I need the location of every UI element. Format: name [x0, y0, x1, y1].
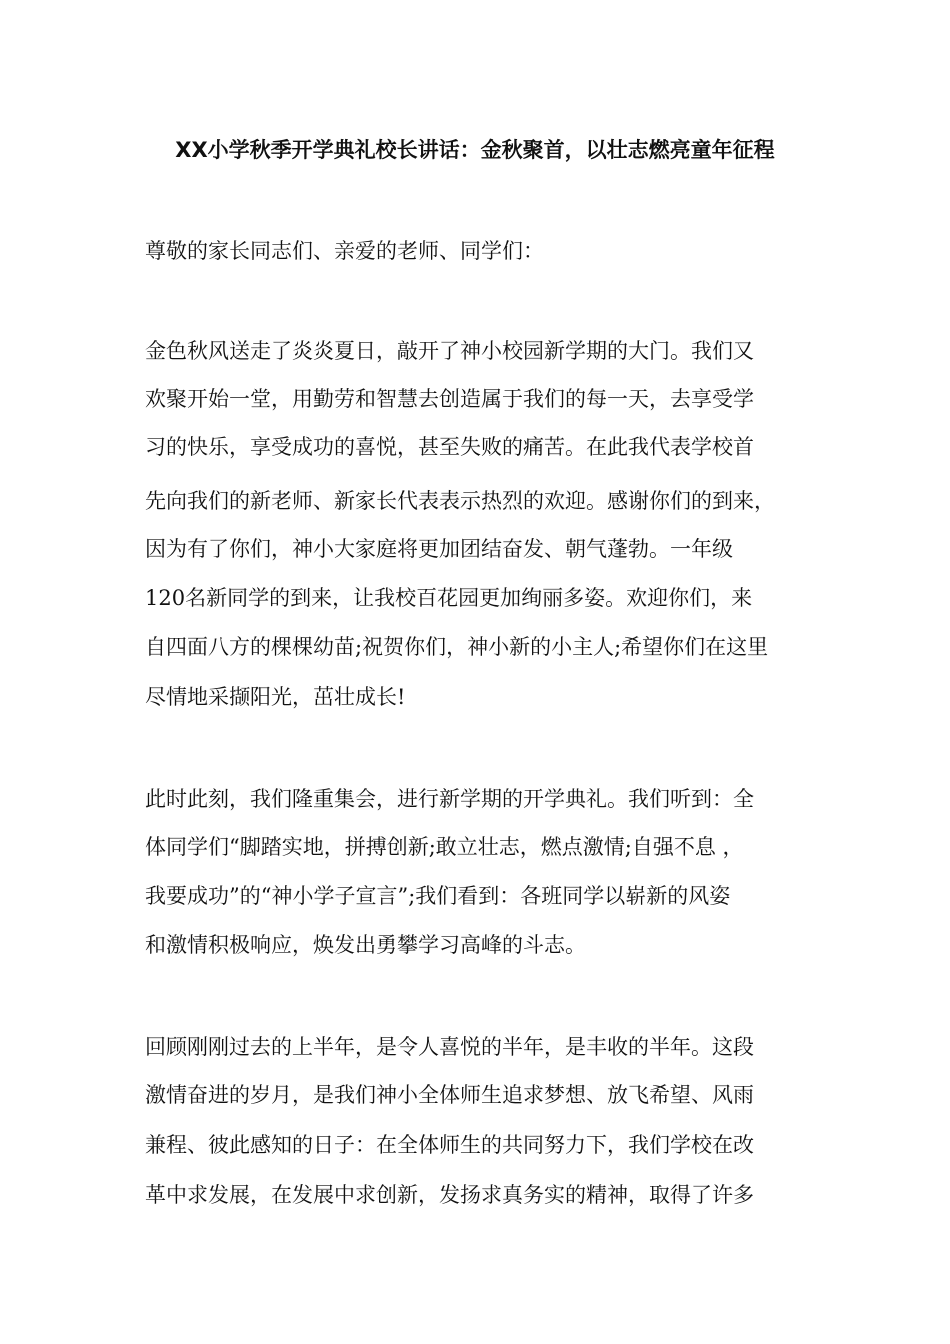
greeting: 尊敬的家长同志们、亲爱的老师、同学们： — [145, 239, 544, 263]
paragraph-line: 因为有了你们，神小大家庭将更加团结奋发、朝气蓬勃。一年级 — [145, 537, 733, 561]
paragraph-line: 120名新同学的到来，让我校百花园更加绚丽多姿。欢迎你们，来 — [145, 586, 753, 610]
paragraph-line: 兼程、彼此感知的日子：在全体师生的共同努力下，我们学校在改 — [145, 1133, 754, 1157]
paragraph-line: 金色秋风送走了炎炎夏日，敲开了神小校园新学期的大门。我们又 — [145, 339, 754, 363]
document-title: XX小学秋季开学典礼校长讲话：金秋聚首，以壮志燃亮童年征程 — [175, 138, 775, 162]
paragraph-line: 和激情积极响应，焕发出勇攀学习高峰的斗志。 — [145, 933, 586, 957]
paragraph-line: 革中求发展，在发展中求创新，发扬求真务实的精神，取得了许多 — [145, 1183, 754, 1207]
paragraph-line: 我要成功”的“神小学子宣言”;我们看到：各班同学以崭新的风姿 — [145, 884, 731, 908]
paragraph-line: 自四面八方的棵棵幼苗;祝贺你们，神小新的小主人;希望你们在这里 — [145, 635, 769, 659]
paragraph-line: 习的快乐，享受成功的喜悦，甚至失败的痛苦。在此我代表学校首 — [145, 435, 754, 459]
paragraph-line: 尽情地采撷阳光，茁壮成长! — [145, 685, 406, 709]
paragraph-line: 激情奋进的岁月，是我们神小全体师生追求梦想、放飞希望、风雨 — [145, 1083, 754, 1107]
paragraph-line: 欢聚开始一堂，用勤劳和智慧去创造属于我们的每一天，去享受学 — [145, 387, 754, 411]
paragraph-line: 此时此刻，我们隆重集会，进行新学期的开学典礼。我们听到：全 — [145, 787, 754, 811]
paragraph-line: 体同学们“脚踏实地，拼搏创新;敢立壮志，燃点激情;自强不息 ， — [145, 835, 744, 859]
paragraph-line: 回顾刚刚过去的上半年，是令人喜悦的半年，是丰收的半年。这段 — [145, 1035, 754, 1059]
paragraph-line: 先向我们的新老师、新家长代表表示热烈的欢迎。感谢你们的到来， — [145, 489, 775, 513]
